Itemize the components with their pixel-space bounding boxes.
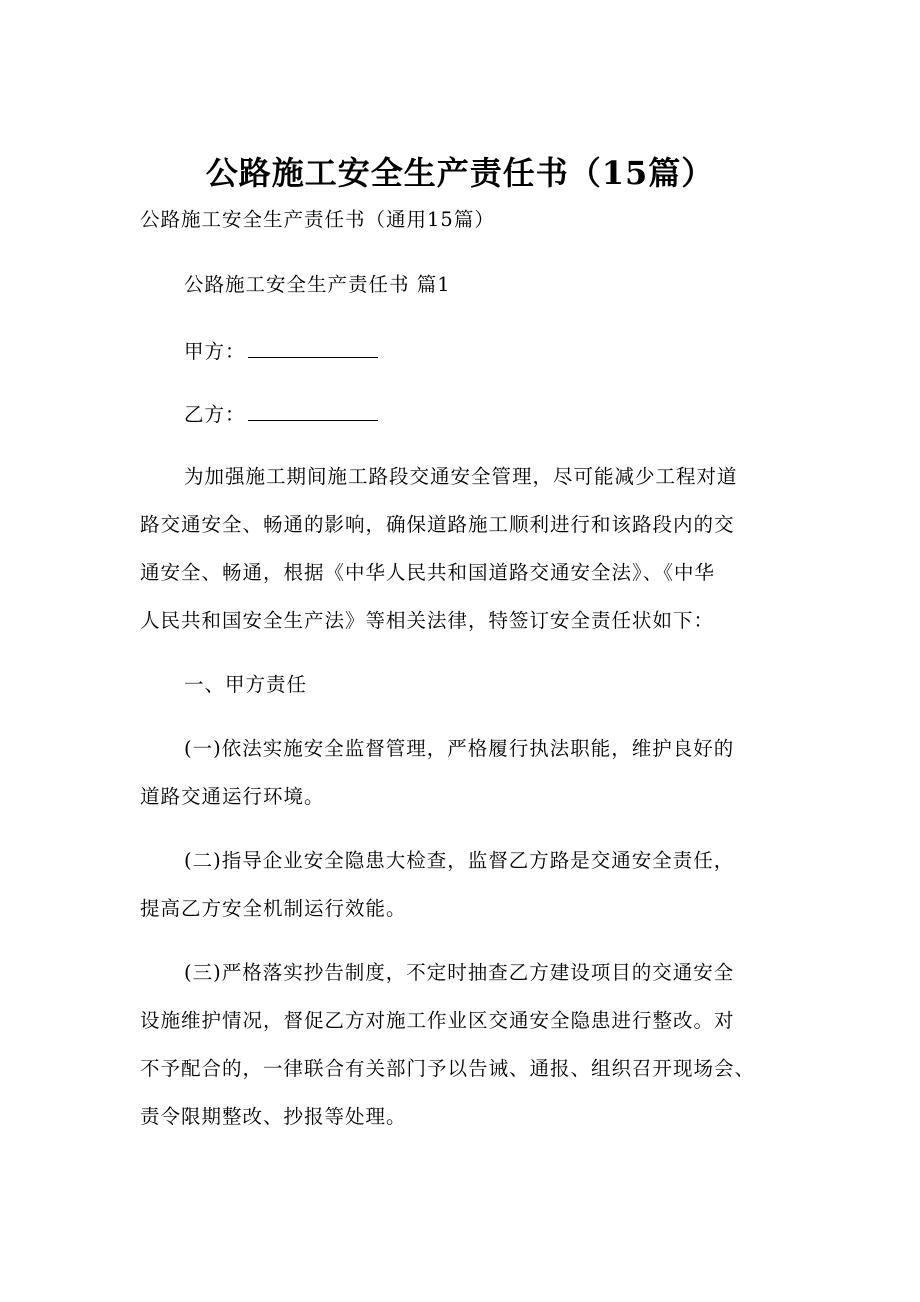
document-title: 公路施工安全生产责任书（15篇） <box>205 154 715 192</box>
item-2-line: 提高乙方安全机制运行效能。 <box>140 897 407 920</box>
intro-line: 路交通安全、畅通的影响，确保道路施工顺利进行和该路段内的交 <box>140 513 735 536</box>
party-b-line <box>184 402 378 427</box>
item-3-line: 责令限期整改、抄报等处理。 <box>140 1105 407 1128</box>
party-a-line <box>184 339 378 364</box>
item-3-line: (三)严格落实抄告制度，不定时抽查乙方建设项目的交通安全 <box>184 961 735 984</box>
party-a-label: 甲方： <box>184 340 246 363</box>
party-a-blank <box>248 339 378 358</box>
item-3-line: 不予配合的，一律联合有关部门予以告诫、通报、组织召开现场会、 <box>140 1057 756 1080</box>
section-heading: 公路施工安全生产责任书 篇1 <box>184 273 451 296</box>
intro-line: 为加强施工期间施工路段交通安全管理，尽可能减少工程对道 <box>184 465 738 488</box>
item-1-line: 道路交通运行环境。 <box>140 785 325 808</box>
item-1-line: (一)依法实施安全监督管理，严格履行执法职能，维护良好的 <box>184 737 735 760</box>
item-3-line: 设施维护情况，督促乙方对施工作业区交通安全隐患进行整改。对 <box>140 1009 735 1032</box>
intro-line: 通安全、畅通，根据《中华人民共和国道路交通安全法》、《中华 <box>140 561 716 584</box>
document-subtitle: 公路施工安全生产责任书（通用15篇） <box>140 208 495 231</box>
part-one-heading: 一、甲方责任 <box>184 673 308 696</box>
party-b-blank <box>248 402 378 421</box>
party-b-label: 乙方： <box>184 403 246 426</box>
intro-line: 人民共和国安全生产法》等相关法律，特签订安全责任状如下： <box>140 609 715 632</box>
item-2-line: (二)指导企业安全隐患大检查，监督乙方路是交通安全责任， <box>184 849 735 872</box>
